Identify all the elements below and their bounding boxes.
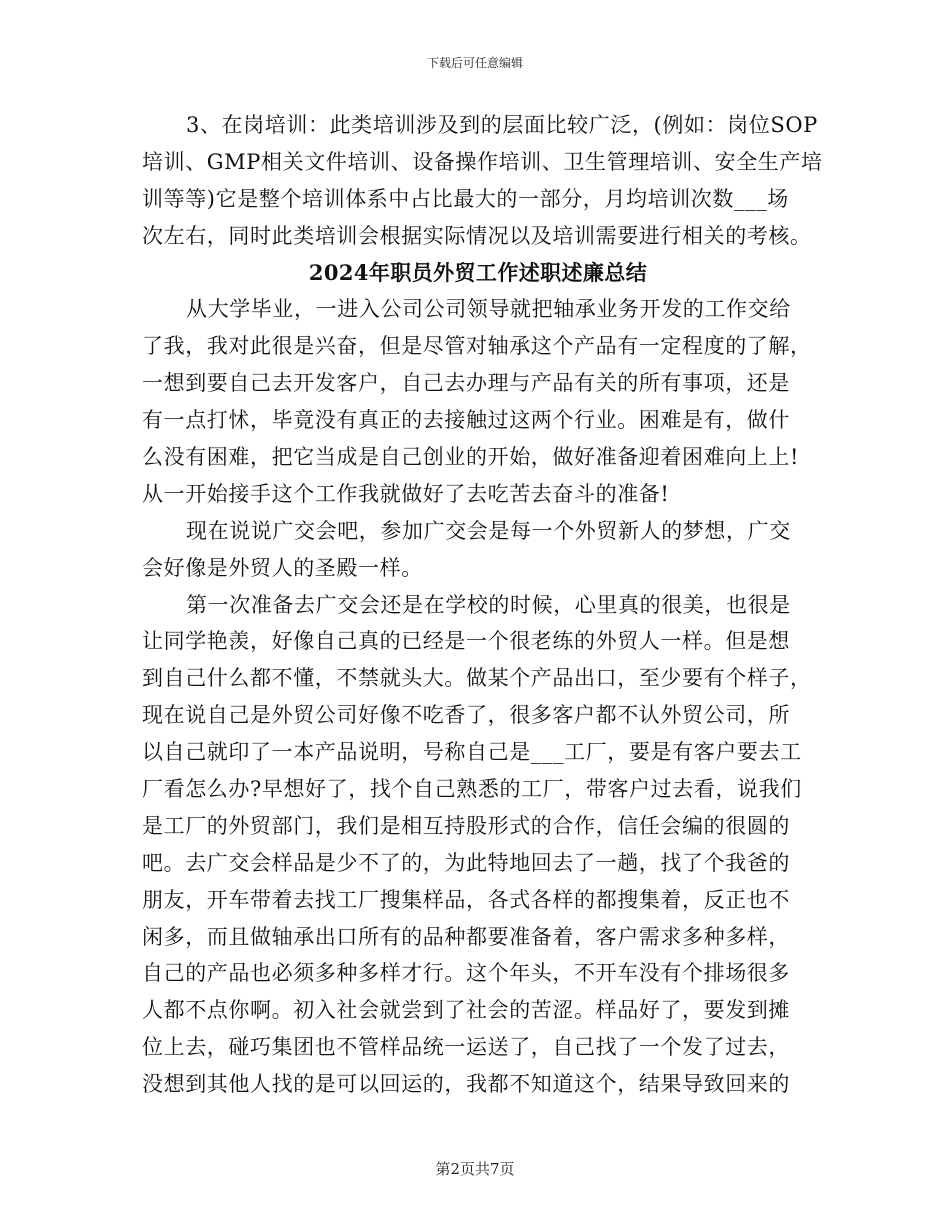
text-line: 人都不点你啊。初入社会就尝到了社会的苦涩。样品好了，要发到摊	[142, 998, 790, 1023]
text-line: 训等等)它是整个培训体系中占比最大的一部分，月均培训次数___场	[142, 186, 789, 211]
text-line: 吧。去广交会样品是少不了的，为此特地回去了一趟，找了个我爸的	[142, 850, 790, 875]
text-line: 么没有困难，把它当成是自己创业的开始，做好准备迎着困难向上上!	[142, 445, 800, 470]
text-line: 从大学毕业，一进入公司公司领导就把轴承业务开发的工作交给	[186, 297, 791, 322]
text-line: 是工厂的外贸部门，我们是相互持股形式的合作，信任会编的很圆的	[142, 813, 790, 838]
text-line: 一想到要自己去开发客户，自己去办理与产品有关的所有事项，还是	[142, 371, 790, 396]
text-line: 有一点打怵，毕竟没有真正的去接触过这两个行业。困难是有，做什	[142, 408, 790, 433]
text-line: 现在说自己是外贸公司好像不吃香了，很多客户都不认外贸公司，所	[142, 703, 790, 728]
text-line: 会好像是外贸人的圣殿一样。	[142, 555, 423, 580]
header-note: 下载后可任意编辑	[426, 56, 523, 70]
text-line: 了我，我对此很是兴奋，但是尽管对轴承这个产品有一定程度的了解，	[142, 334, 812, 359]
text-line: 让同学艳羡，好像自己真的已经是一个很老练的外贸人一样。但是想	[142, 629, 790, 654]
text-line: 次左右，同时此类培训会根据实际情况以及培训需要进行相关的考核。	[142, 223, 812, 248]
page-indicator: 第2页共7页	[435, 1160, 515, 1178]
text-line: 到自己什么都不懂，不禁就头大。做某个产品出口，至少要有个样子，	[142, 666, 812, 691]
text-line: 从一开始接手这个工作我就做好了去吃苦去奋斗的准备!	[142, 481, 670, 506]
text-line: 培训、GMP相关文件培训、设备操作培训、卫生管理培训、安全生产培	[142, 149, 823, 174]
text-line: 闲多，而且做轴承出口所有的品种都要准备着，客户需求多种多样，	[142, 924, 790, 949]
text-line: 自己的产品也必须多种多样才行。这个年头，不开车没有个排场很多	[142, 961, 790, 986]
text-line: 厂看怎么办?早想好了，找个自己熟悉的工厂，带客户过去看，说我们	[142, 777, 802, 802]
text-line: 现在说说广交会吧，参加广交会是每一个外贸新人的梦想，广交	[186, 518, 791, 543]
text-line: 朋友，开车带着去找工厂搜集样品，各式各样的都搜集着，反正也不	[142, 887, 790, 912]
article-title: 2024年职员外贸工作述职述廉总结	[308, 259, 648, 285]
text-line: 以自己就印了一本产品说明，号称自己是___工厂，要是有客户要去工	[142, 740, 802, 765]
text-line: 3、在岗培训：此类培训涉及到的层面比较广泛，(例如：岗位SOP	[186, 113, 818, 137]
text-line: 没想到其他人找的是可以回运的，我都不知道这个，结果导致回来的	[142, 1072, 790, 1097]
text-line: 位上去，碰巧集团也不管样品统一运送了，自己找了一个发了过去，	[142, 1035, 790, 1060]
document-body	[142, 107, 823, 1103]
text-line: 第一次准备去广交会还是在学校的时候，心里真的很美，也很是	[186, 592, 791, 617]
